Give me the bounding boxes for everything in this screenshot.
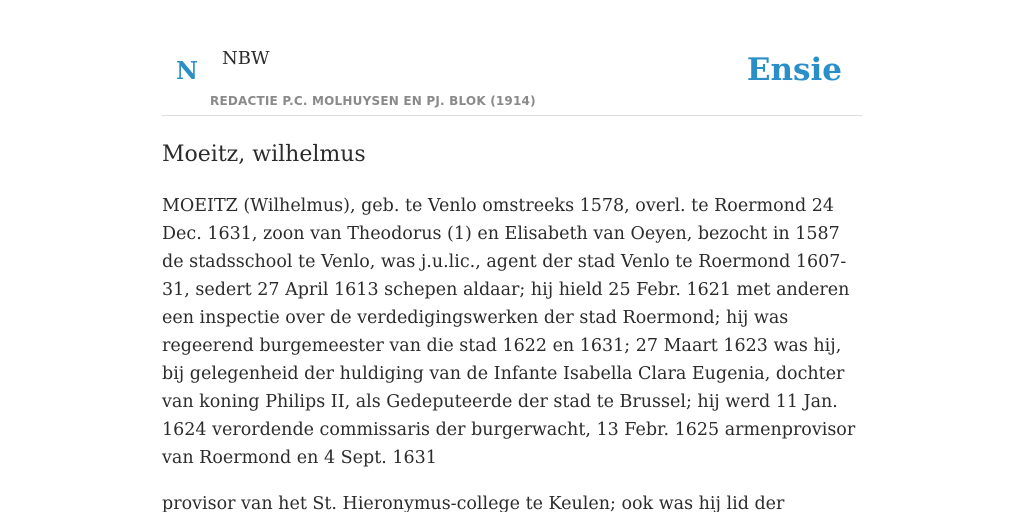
article-paragraph: provisor van het St. Hieronymus-college te Keulen; ook was hij lid der [162,494,785,512]
article-body [162,192,862,512]
source-name[interactable]: NBW [222,48,270,69]
source-editors: REDACTIE P.C. MOLHUYSEN EN PJ. BLOK (1914) [210,94,536,108]
header-divider [162,115,862,116]
article-paragraph: MOEITZ (Wilhelmus), geb. te Venlo omstreeks 1578, overl. te Roermond 24 Dec. 1631, zoon van Theodorus (1) en Elisabeth van Oeyen, bezocht in 1587 de stadsschool te Venlo, was j.u.lic., agent der stad Venlo te Roermond 1607-31, sedert 27 April 1613 schepen aldaar; hij hield 25 Febr. 1621 met anderen een inspectie over de verdedigingswerken der stad Roermond; hij was regeerend burgemeester van die stad 1622 en 1631; 27 Maart 1623 was hij, bij gelegenheid der huldiging van de Infante Isabella Clara Eugenia, dochter van koning Philips II, als Gedeputeerde der stad te Brussel; hij werd 11 Jan. 1624 verordende commissaris der burgerwacht, 13 Febr. 1625 armenprovisor van Roermond en 4 Sept. 1631 [162,196,856,468]
brand-logo[interactable]: Ensie [746,52,842,88]
article-title: Moeitz, wilhelmus [162,142,366,167]
source-logo[interactable]: N [176,56,198,85]
